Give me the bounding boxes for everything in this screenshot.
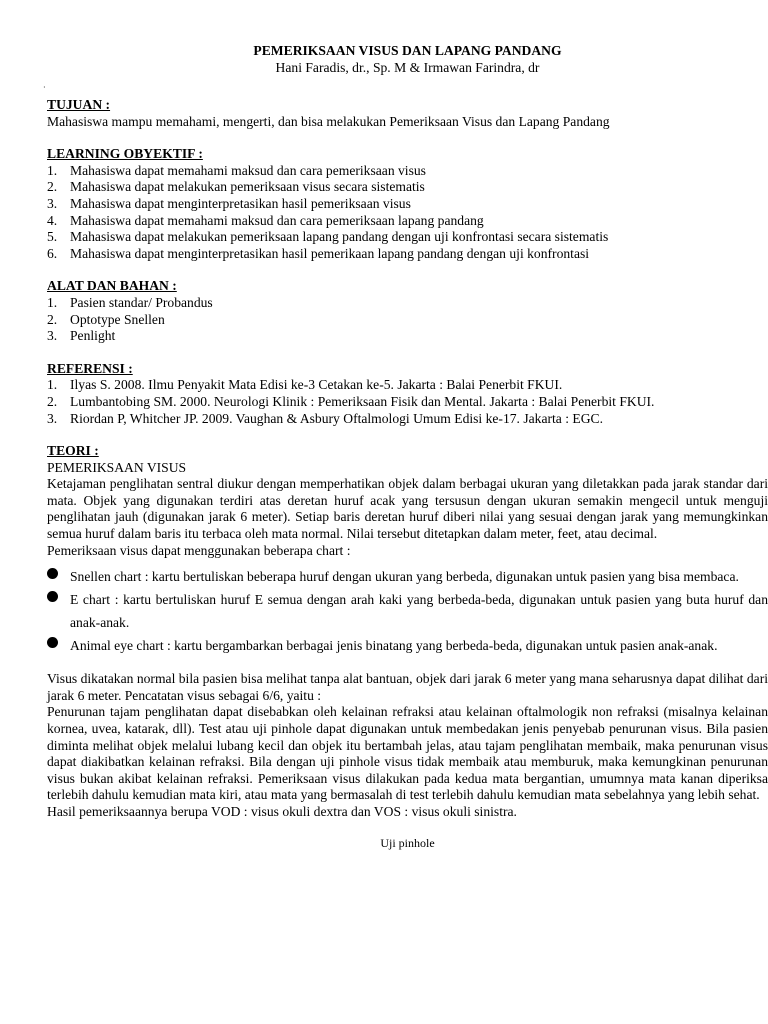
stray-dot: ·: [43, 83, 46, 92]
list-item: 6. Mahasiswa dapat menginterpretasikan hasil pemerikaan lapang pandang dengan uji konfrontasi: [47, 245, 590, 261]
list-item: 2. Mahasiswa dapat melakukan pemeriksaan visus secara sistematis: [47, 179, 425, 195]
list-item: 3. Mahasiswa dapat menginterpretasikan hasil pemeriksaan visus: [47, 195, 411, 211]
list-item: Snellen chart : kartu bertuliskan beberapa huruf dengan ukuran yang berbeda, digunakan untuk pasien yang bisa membaca.: [47, 565, 768, 588]
alat-heading: ALAT DAN BAHAN :: [47, 278, 177, 294]
document-page: [43, 42, 768, 851]
list-item: E chart : kartu bertuliskan huruf E semua dengan arah kaki yang berbeda-beda, digunakan untuk pasien yang buta huruf dan anak-anak.: [47, 588, 768, 634]
bullet-icon: [47, 637, 58, 648]
list-item: 4. Mahasiswa dapat memahami maksud dan cara pemeriksaan lapang pandang: [47, 212, 484, 228]
teori-heading: TEORI :: [47, 443, 99, 459]
list-item: 3. Penlight: [47, 328, 116, 344]
alat-list: [47, 295, 768, 345]
teori-subheading: PEMERIKSAAN VISUS: [47, 459, 187, 475]
referensi-heading: REFERENSI :: [47, 360, 133, 376]
list-item: 1. Mahasiswa dapat memahami maksud dan cara pemeriksaan visus: [47, 162, 426, 178]
list-item: 2. Optotype Snellen: [47, 311, 165, 327]
bullet-icon: [47, 568, 58, 579]
list-item: 1. Ilyas S. 2008. Ilmu Penyakit Mata Edisi ke-3 Cetakan ke-5. Jakarta : Balai Penerbit FKUI.: [47, 377, 563, 393]
paragraph: Ketajaman penglihatan sentral diukur dengan memperhatikan objek dalam berbagai ukuran yang diletakkan pada jarak standar dari mata. Objek yang digunakan terdiri atas deretan huruf acak yang tersusun dengan ukuran semakin mengecil untuk menguji penglihatan jauh (digunakan jarak 6 meter). Setiap baris deretan huruf diberi nilai yang sesuai dengan jarak yang memungkinkan semua huruf dalam baris itu terbaca oleh mata normal. Nilai tersebut ditetapkan dalam meter, feet, atau decimal.: [47, 476, 768, 542]
paragraph: Penurunan tajam penglihatan dapat disebabkan oleh kelainan refraksi atau kelainan oftalmologik non refraksi (misalnya kelainan kornea, uvea, katarak, dll). Test atau uji pinhole dapat digunakan untuk membedakan jenis penyebab penurunan visus. Bila pasien diminta melihat objek melalui lubang kecil dan objek itu bertambah jelas, atau tajam penglihatan membaik, maka penurunan visus dapat diakibatkan kelainan refraksi. Bila dengan uji pinhole visus tidak membaik atau memburuk, maka kemungkinan penurunan visus bukan akibat kelainan refraksi. Pemeriksaan visus dilakukan pada kedua mata bergantian, umumnya mata kanan diperiksa terlebih dahulu kemudian mata kiri, atau mata yang bermasalah di test terlebih dahulu kemudian mata sebelahnya yang lebih sehat.: [47, 704, 768, 803]
chart-types-list: [47, 565, 768, 657]
figure-caption: Uji pinhole: [380, 835, 435, 850]
tujuan-text: Mahasiswa mampu memahami, mengerti, dan bisa melakukan Pemeriksaan Visus dan Lapang Pandang: [47, 113, 610, 129]
tujuan-heading: TUJUAN :: [47, 97, 111, 112]
paragraph: Visus dikatakan normal bila pasien bisa melihat tanpa alat bantuan, objek dari jarak 6 meter yang mana seharusnya dapat dilihat dari jarak 6 meter. Pencatatan visus sebagai 6/6, yaitu :: [47, 671, 768, 703]
list-item: 1. Pasien standar/ Probandus: [47, 294, 213, 310]
list-item: 3. Riordan P, Whitcher JP. 2009. Vaughan & Asbury Oftalmologi Umum Edisi ke-17. Jakarta : EGC.: [47, 410, 604, 426]
learning-heading: LEARNING OBYEKTIF :: [47, 146, 203, 162]
document-authors: Hani Faradis, dr., Sp. M & Irmawan Farindra, dr: [275, 60, 540, 75]
list-item: 2. Lumbantobing SM. 2000. Neurologi Klinik : Pemeriksaan Fisik dan Mental. Jakarta : Balai Penerbit FKUI.: [47, 393, 655, 409]
bullet-icon: [47, 591, 58, 602]
list-item: Animal eye chart : kartu bergambarkan berbagai jenis binatang yang berbeda-beda, digunakan untuk pasien anak-anak.: [47, 634, 768, 657]
referensi-list: [47, 377, 768, 427]
paragraph: Pemeriksaan visus dapat menggunakan beberapa chart :: [47, 542, 351, 558]
learning-list: [47, 163, 768, 263]
document-title: PEMERIKSAAN VISUS DAN LAPANG PANDANG: [253, 43, 562, 58]
list-item: 5. Mahasiswa dapat melakukan pemeriksaan lapang pandang dengan uji konfrontasi secara sistematis: [47, 229, 609, 245]
paragraph: Hasil pemeriksaannya berupa VOD : visus okuli dextra dan VOS : visus okuli sinistra.: [47, 804, 517, 819]
